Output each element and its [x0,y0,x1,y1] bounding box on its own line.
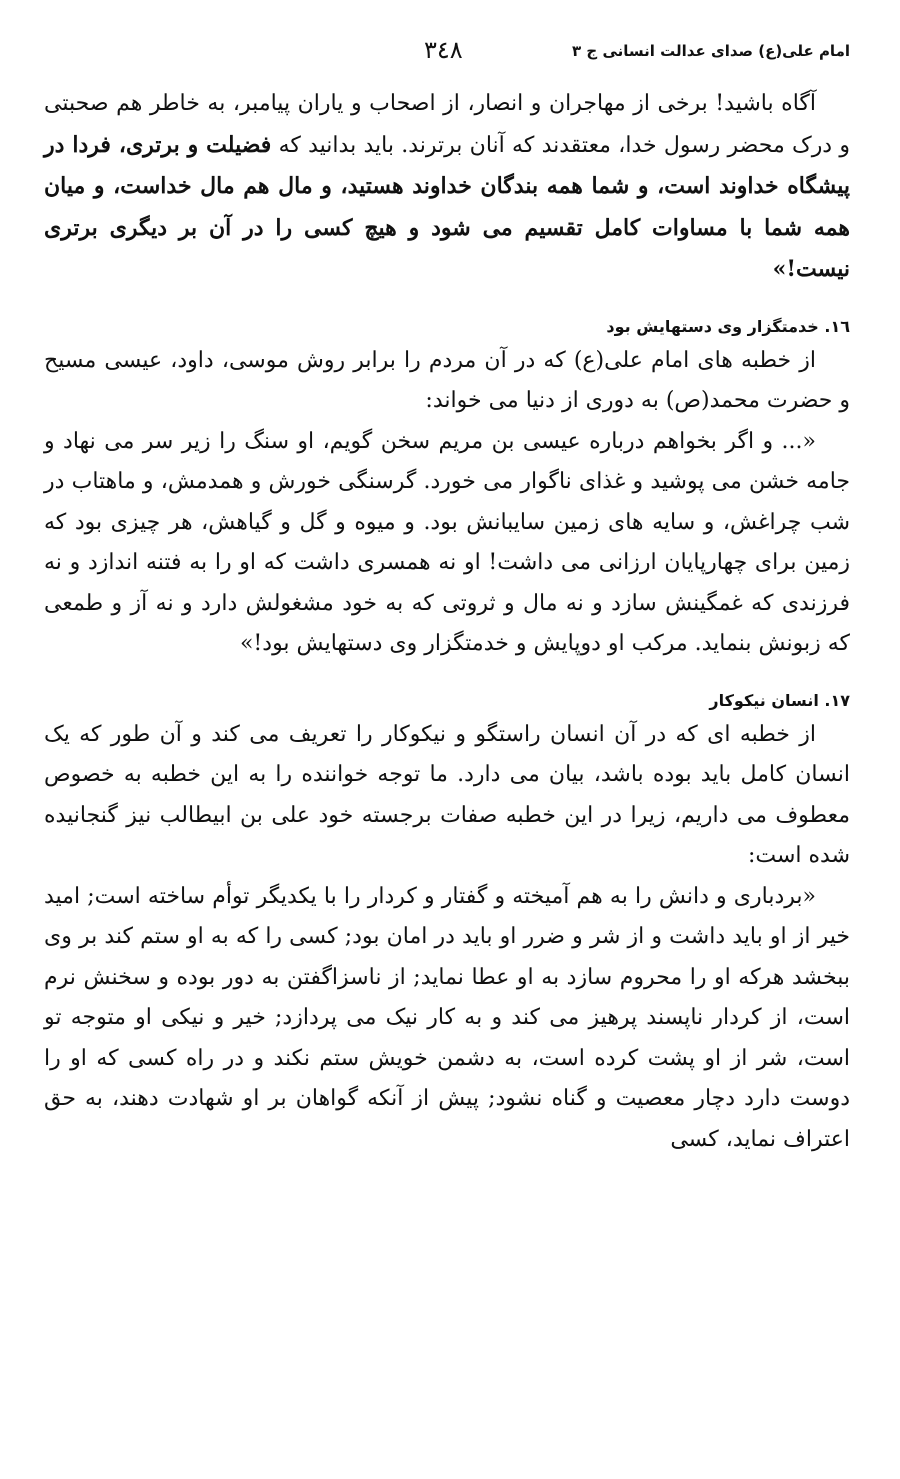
section-17-heading: ۱۷. انسان نیکوکار [709,690,850,710]
section-16-quote: «... و اگر بخواهم درباره عیسی بن مریم سخن گویم، او سنگ را زیر سر می نهاد و جامه خشن می پوشید و غذای ناگوار می خورد. گرسنگی خورش و همدمش، و ماهتاب در شب چراغش، و سایه های زمین سایبانش بود. و میوه و گل و گیاهش، هر چیزی بود که زمین برای چهارپایان ارزانی می داشت! او نه همسری داشت که او را به فتنه اندازد و نه فرزندی که غمگینش سازد و نه مال و ثروتی که به خود مشغولش دارد و نه آز و طمعی که زبونش بنماید. مرکب او دوپایش و خدمتگزار وی دستهایش بود!» [44,428,850,656]
running-title: امام علی(ع) صدای عدالت انسانی ج ۳ [572,42,850,60]
page-header [44,36,850,76]
section-16-heading: ۱٦. خدمتگزار وی دستهایش بود [606,316,850,336]
section-17-intro: از خطبه ای که در آن انسان راستگو و نیکوکار را تعریف می کند و آن طور که یک انسان کامل باید بوده باشد، بیان می دارد. ما توجه خواننده را به این خطبه به خصوص معطوف می داریم، زیرا در این خطبه صفات برجسته خود علی بن ابیطالب نیز گنجانیده شده است: [44,721,850,868]
book-page [44,0,850,1479]
paragraph-top-normal: آگاه باشید! برخی از مهاجران و انصار، از اصحاب و یاران پیامبر، به خاطر هم صحبتی و درک محضر رسول خدا، معتقدند که آنان برترند. باید بدانید که [44,91,850,158]
page-number: ۳٤۸ [424,36,463,64]
body-text [44,84,850,1160]
section-16-intro: از خطبه های امام علی(ع) که در آن مردم را برابر روش موسی، داود، عیسی مسیح و حضرت محمد(ص) به دوری از دنیا می خواند: [44,347,850,413]
section-17-quote: «بردباری و دانش را به هم آمیخته و گفتار و کردار را با یکدیگر توأم ساخته است; امید خیر از او باید داشت و از شر و ضرر او باید در امان بود; کسی را که به او ستم کند بر وی ببخشد هرکه او را محروم سازد به او عطا نماید; از ناسزاگفتن به دور بوده و سخنش نرم است، از کردار ناپسند پرهیز می کند و به کار نیک می پردازد; خیر و نیکی او متوجه تو است، شر از او پشت کرده است، به دشمن خویش ستم نکند و در راه کسی که او را دوست دارد دچار معصیت و گناه نشود; پیش از آنکه گواهان بر او شهادت دهند، به حق اعتراف نماید، کسی [44,883,850,1152]
paragraph-top [44,84,850,291]
paragraph-top-bold: فضیلت و برتری، فردا در پیشگاه خداوند است، و شما همه بندگان خداوند هستید، و مال هم مال خداست، و میان همه شما با مساوات کامل تقسیم می شود و هیچ کسی را در آن بر دیگری برتری نیست!» [44,131,850,282]
